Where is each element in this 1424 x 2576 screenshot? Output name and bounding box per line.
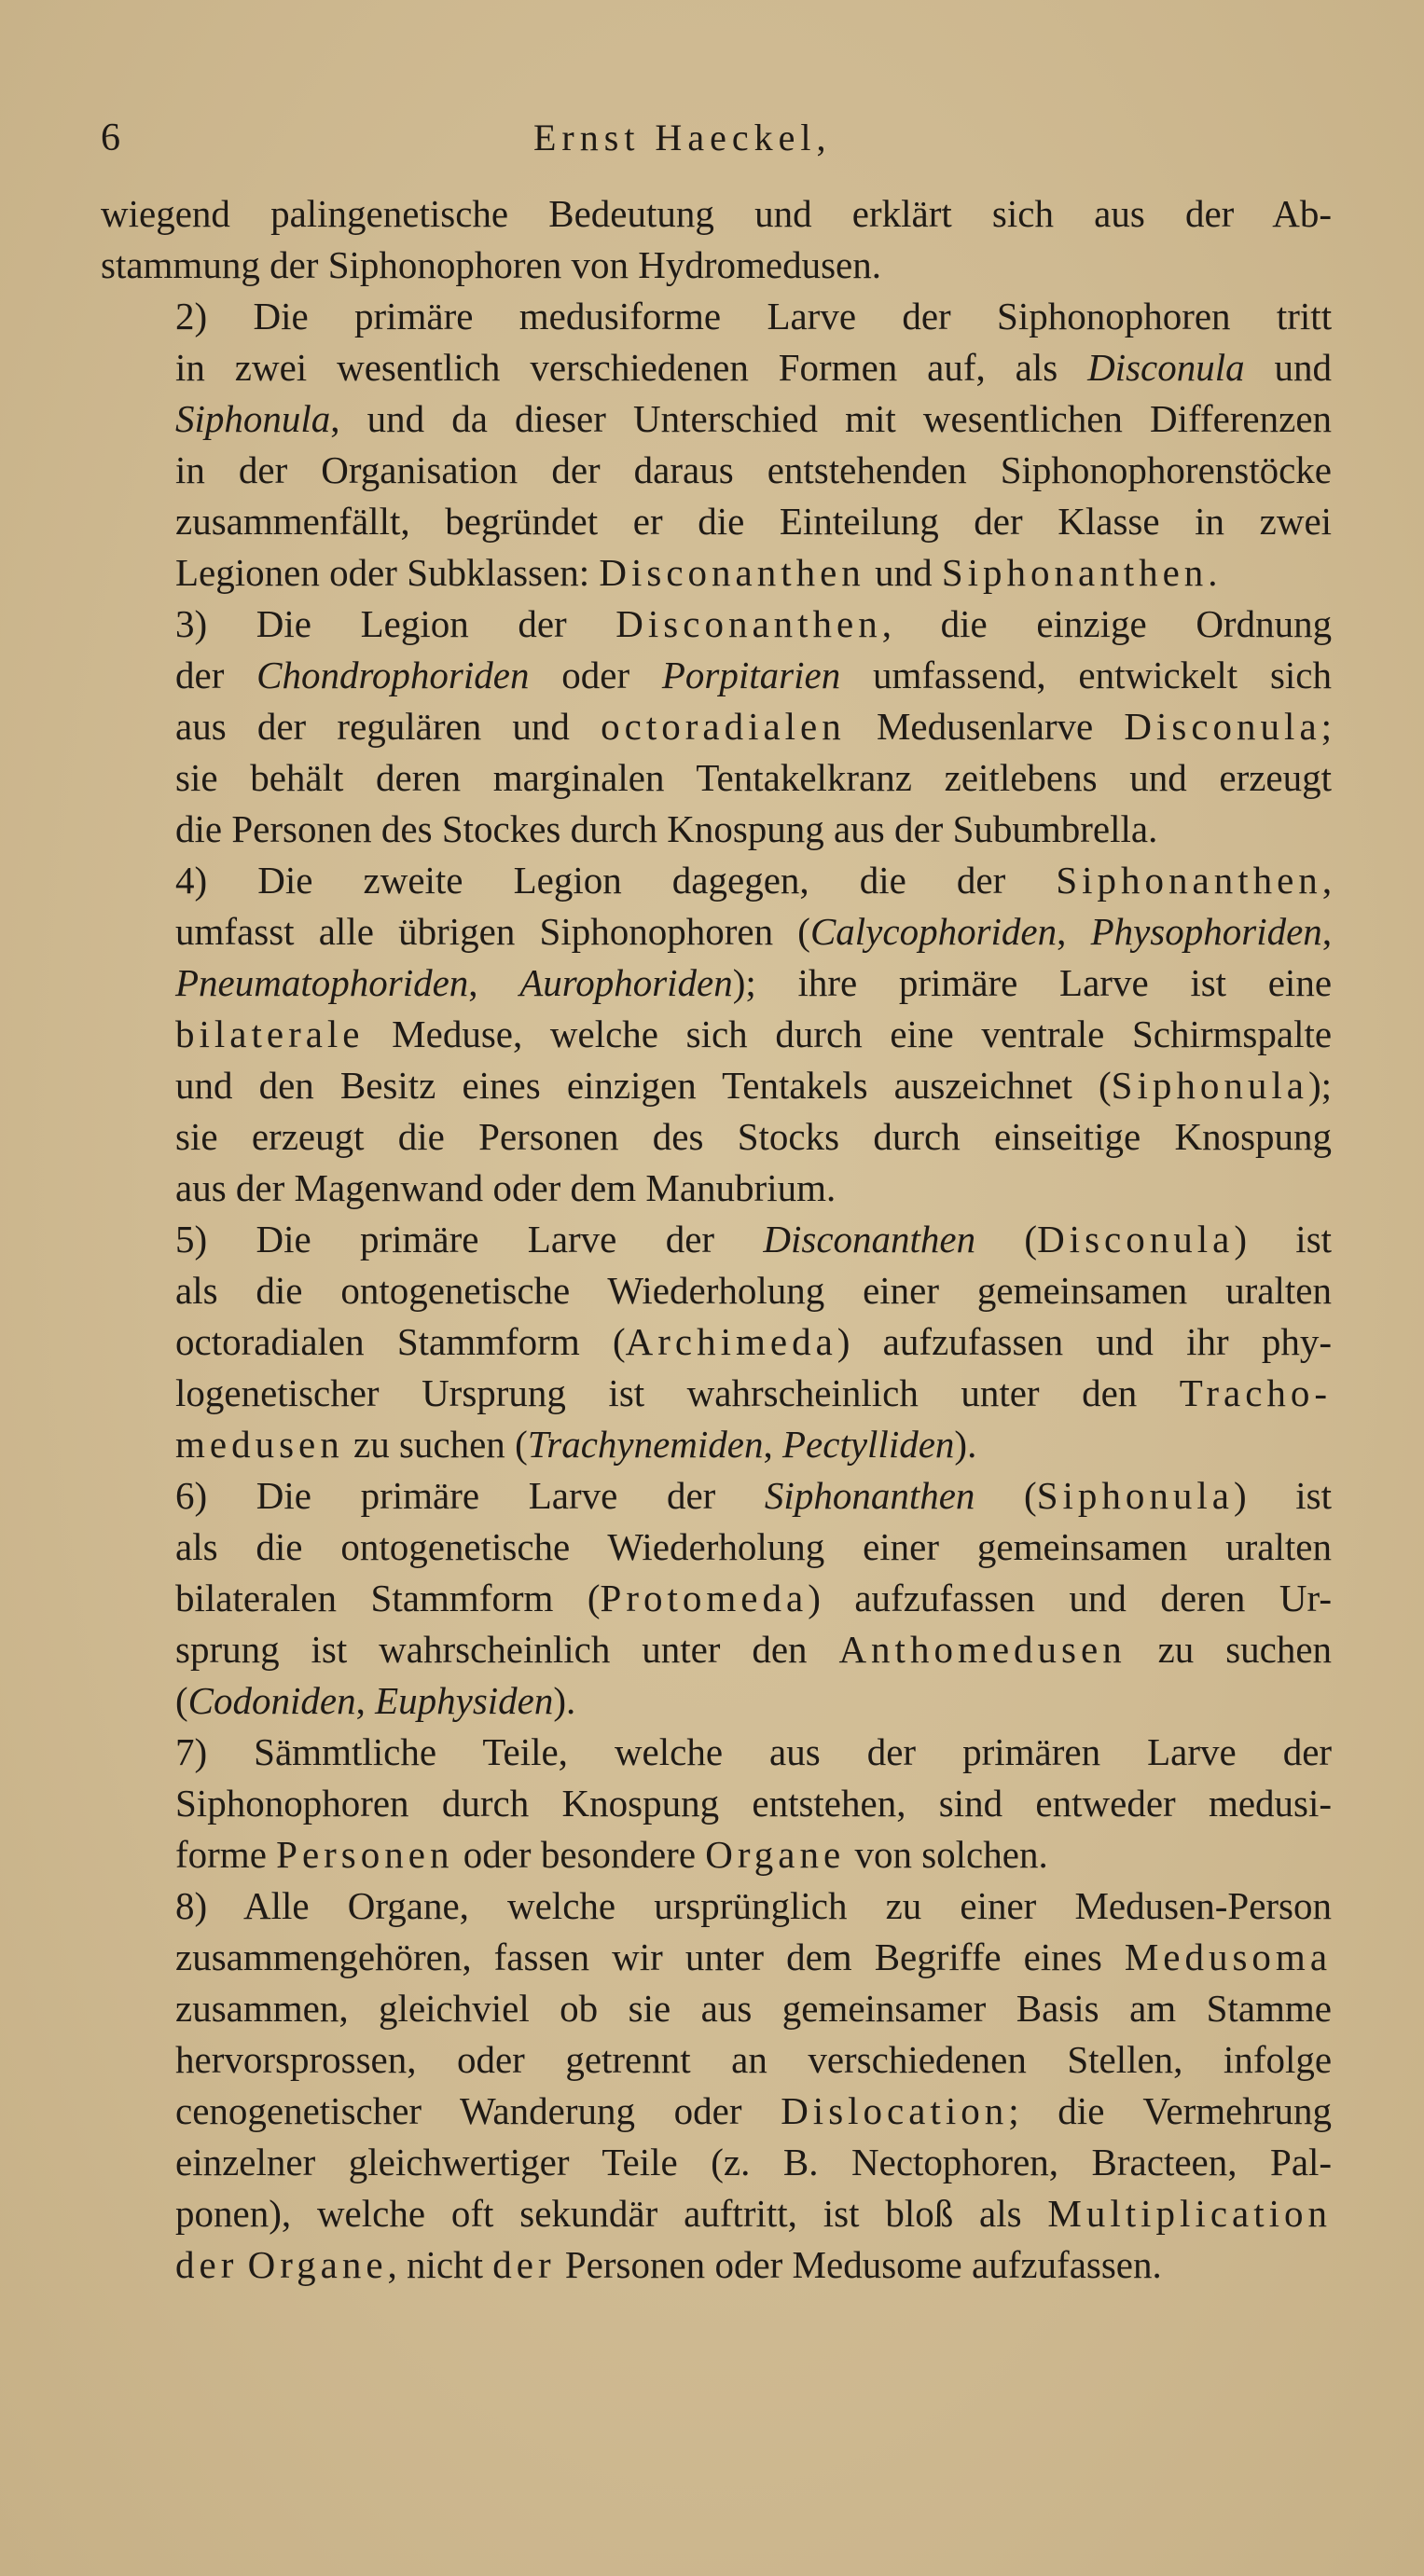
text-line: zusammen, gleichviel ob sie aus gemeinsamer Basis am Stamme [175,1987,1332,2030]
text-line: ponen), welche oft sekundär auftritt, ist bloß als Multiplication [175,2192,1333,2235]
text-line: 8) Alle Organe, welche ursprünglich zu einer Medusen-Person [175,1884,1333,1927]
text-line: einzelner gleichwertiger Teile (z. B. Nectophoren, Bracteen, Pal- [175,2141,1333,2183]
text-line: cenogenetischer Wanderung oder Dislocation; die Vermehrung [175,2089,1332,2132]
paragraph-p0 [101,188,1332,291]
text-line: 3) Die Legion der Disconanthen, die einzige Ordnung [175,602,1333,645]
text-line: Legionen oder Subklassen: Disconanthen und Siphonanthen. [175,551,1218,594]
text-line: in zwei wesentlich verschiedenen Formen auf, als Disconula und [175,346,1333,389]
text-line: als die ontogenetische Wiederholung einer gemeinsamen uralten [175,1269,1332,1312]
paragraph-p6 [101,1470,1332,1727]
text-line: hervorsprossen, oder getrennt an verschiedenen Stellen, infolge [175,2038,1333,2081]
body-text [101,188,1332,2291]
paragraph-p2 [101,291,1332,599]
text-line: zusammengehören, fassen wir unter dem Begriffe eines Medusoma [175,1935,1333,1978]
text-line: bilateralen Stammform (Protomeda) aufzufassen und deren Ur- [175,1577,1333,1619]
text-line: als die ontogenetische Wiederholung einer gemeinsamen uralten [175,1525,1332,1568]
text-line: forme Personen oder besondere Organe von solchen. [175,1833,1048,1876]
text-line: Siphonophoren durch Knospung entstehen, sind entweder medusi- [175,1782,1333,1825]
text-line: 7) Sämmtliche Teile, welche aus der primären Larve der [175,1730,1333,1773]
text-line: (Codoniden, Euphysiden). [175,1679,576,1722]
text-line: sie erzeugt die Personen des Stocks durch einseitige Knospung [175,1115,1333,1158]
text-line: Siphonula, und da dieser Unterschied mit wesentlichen Differenzen [175,397,1333,440]
text-line: in der Organisation der daraus entstehenden Siphonophorenstöcke [175,448,1333,491]
paragraph-p8 [101,1880,1332,2291]
text-line: die Personen des Stockes durch Knospung aus der Subumbrella. [175,807,1158,850]
text-line: 2) Die primäre medusiforme Larve der Siphonophoren tritt [175,295,1333,337]
text-line: sie behält deren marginalen Tentakelkranz zeitlebens und erzeugt [175,756,1333,799]
text-line: der Chondrophoriden oder Porpitarien umfassend, entwickelt sich [175,654,1332,696]
paragraph-p3 [101,599,1332,855]
text-line: aus der Magenwand oder dem Manubrium. [175,1166,836,1209]
text-line: 6) Die primäre Larve der Siphonanthen (Siphonula) ist [175,1474,1333,1517]
text-line: sprung ist wahrscheinlich unter den Anthomedusen zu suchen [175,1628,1333,1671]
text-line: umfasst alle übrigen Siphonophoren (Calycophoriden, Physophoriden, [175,910,1333,953]
text-line: bilaterale Meduse, welche sich durch eine ventrale Schirmspalte [175,1012,1333,1055]
paragraph-p7 [101,1727,1332,1880]
text-line: medusen zu suchen (Trachynemiden, Pectylliden). [175,1423,977,1466]
running-head: Ernst Haeckel, [533,117,832,158]
paragraph-p4 [101,855,1332,1214]
text-line: zusammenfällt, begründet er die Einteilung der Klasse in zwei [175,500,1333,543]
text-line: wiegend palingenetische Bedeutung und erklärt sich aus der Ab- [101,192,1332,235]
text-line: octoradialen Stammform (Archimeda) aufzufassen und ihr phy- [175,1320,1333,1363]
page-header [101,110,1332,166]
page-number: 6 [101,117,120,159]
paragraph-p5 [101,1214,1332,1470]
text-line: 4) Die zweite Legion dagegen, die der Siphonanthen, [175,859,1333,902]
text-line: aus der regulären und octoradialen Medusenlarve Disconula; [175,705,1333,748]
text-line: der Organe, nicht der Personen oder Medusome aufzufassen. [175,2243,1162,2286]
text-line: logenetischer Ursprung ist wahrscheinlich unter den Tracho- [175,1371,1333,1414]
text-line: und den Besitz eines einzigen Tentakels auszeichnet (Siphonula); [175,1064,1332,1107]
text-line: Pneumatophoriden, Aurophoriden); ihre primäre Larve ist eine [175,961,1333,1004]
text-line: 5) Die primäre Larve der Disconanthen (Disconula) ist [175,1218,1333,1260]
text-line: stammung der Siphonophoren von Hydromedusen. [101,243,881,286]
